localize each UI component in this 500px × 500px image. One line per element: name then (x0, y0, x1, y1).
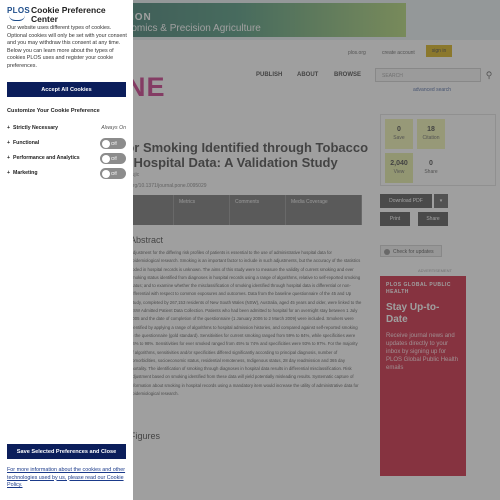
cookie-policy-footer (7, 467, 131, 490)
pref-label: Functional (13, 140, 40, 146)
pref-label: Strictly Necessary (13, 125, 58, 131)
plos-logo-arc (9, 15, 25, 21)
toggle-state: Off (111, 155, 117, 161)
plos-logo (7, 6, 29, 24)
expand-plus-icon[interactable]: + (7, 125, 11, 131)
pref-marketing[interactable] (7, 168, 126, 180)
expand-plus-icon[interactable]: + (7, 155, 11, 161)
pref-strictly-necessary[interactable] (7, 123, 126, 135)
marketing-toggle[interactable] (100, 168, 126, 179)
toggle-knob (102, 140, 110, 148)
cookie-panel-title: Cookie Preference Center (31, 5, 106, 24)
expand-plus-icon[interactable]: + (7, 140, 11, 146)
pref-functional[interactable] (7, 138, 126, 150)
always-on-label: Always On (101, 125, 126, 131)
toggle-knob (102, 155, 110, 163)
toggle-state: Off (111, 140, 117, 146)
save-preferences-button[interactable]: Save Selected Preferences and Close (7, 444, 126, 459)
cookie-panel-header (7, 6, 131, 26)
accept-all-cookies-button[interactable]: Accept All Cookies (7, 82, 126, 97)
expand-plus-icon[interactable]: + (7, 170, 11, 176)
performance-toggle[interactable] (100, 153, 126, 164)
cookie-description: Our website uses different types of cookies. Optional cookies will only be set with your consent and you may withdraw this consent at any time. Below you can learn more about the types of cookies PLOS uses and register your cookie preferences. (7, 25, 127, 69)
pref-performance-analytics[interactable] (7, 153, 126, 165)
plos-logo-text: PLOS (7, 6, 30, 15)
toggle-knob (102, 170, 110, 178)
functional-toggle[interactable] (100, 138, 126, 149)
toggle-state: Off (111, 170, 117, 176)
cookie-preference-panel (0, 0, 133, 500)
pref-label: Performance and Analytics (13, 155, 80, 161)
customize-heading: Customize Your Cookie Preference (7, 108, 100, 114)
pref-label: Marketing (13, 170, 38, 176)
cookie-policy-link[interactable]: For more information about the cookies and other technologies used by us, please read our Cookie Policy. (7, 467, 126, 489)
